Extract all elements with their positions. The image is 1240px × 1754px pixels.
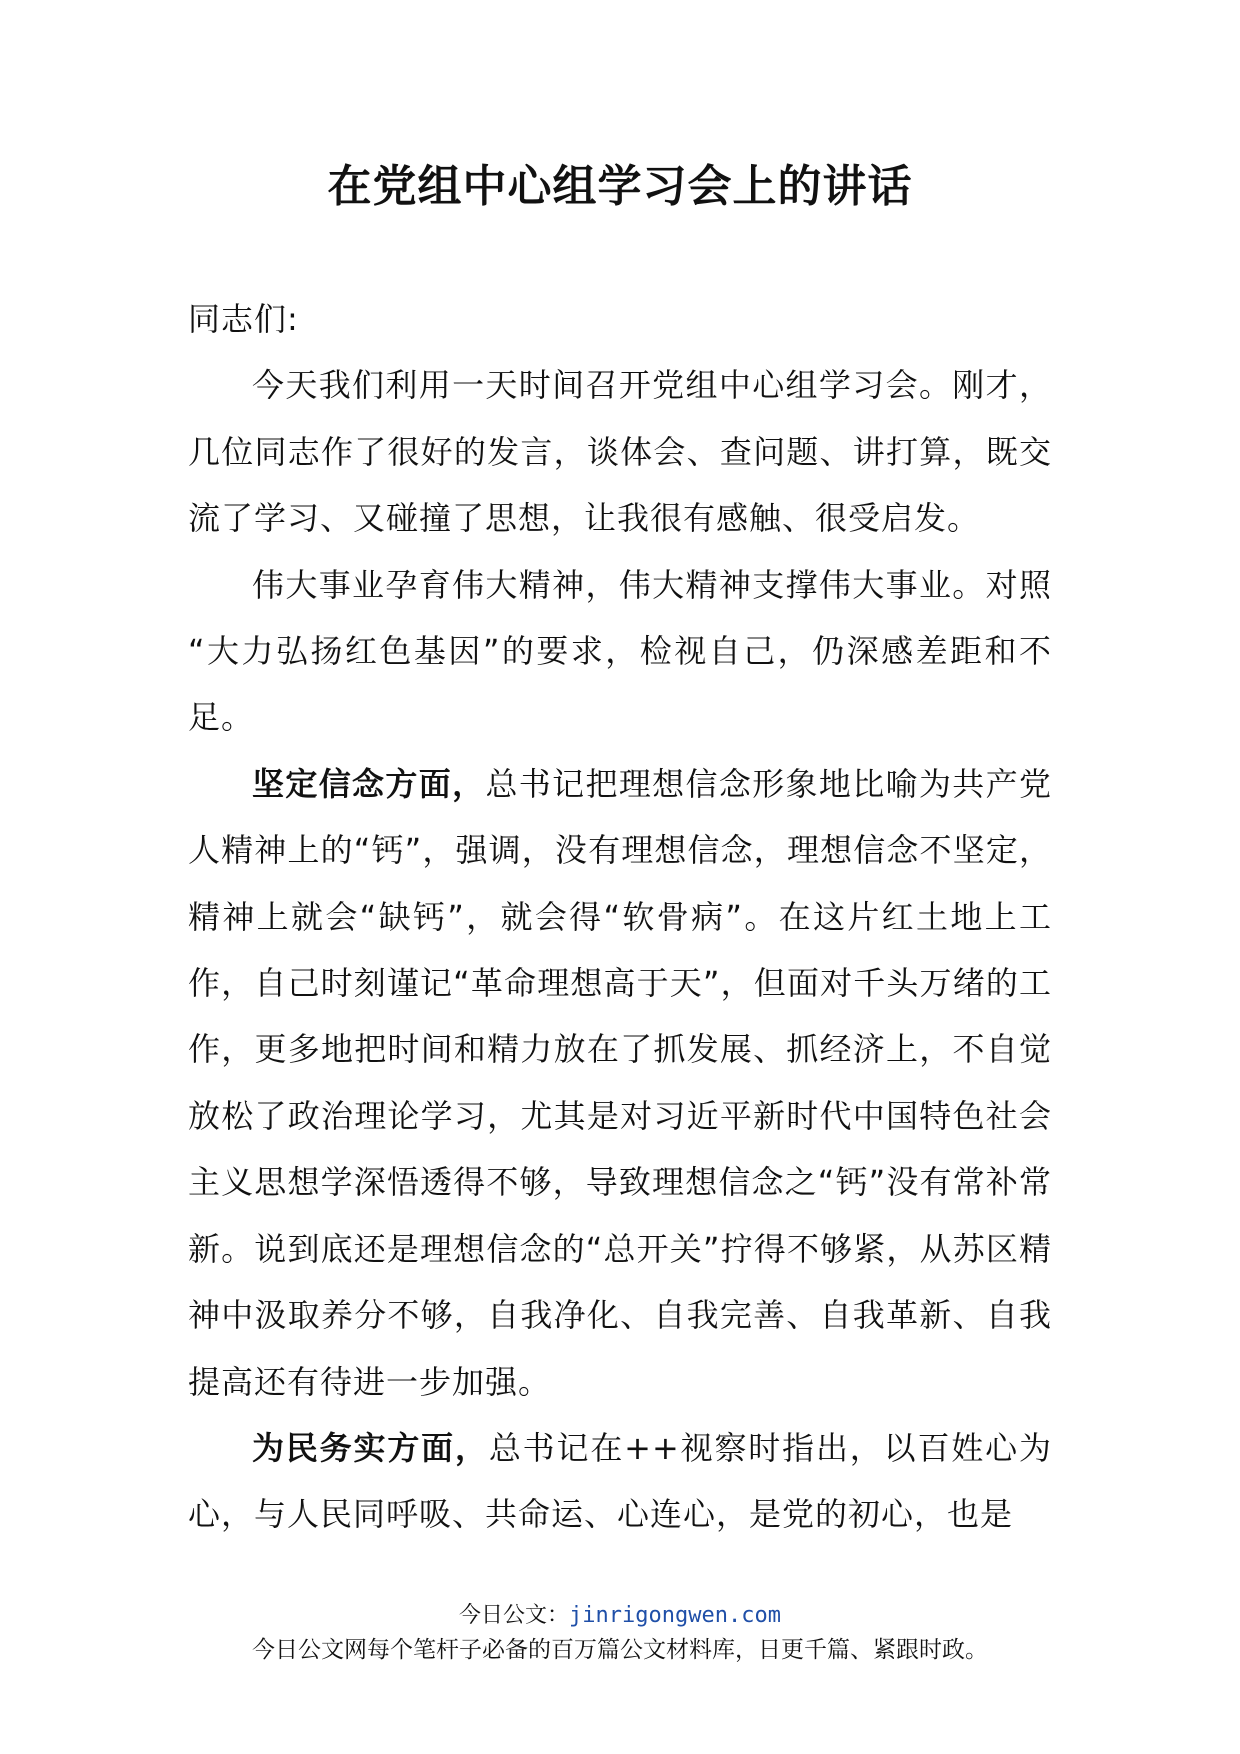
footer-site-link[interactable]: jinrigongwen.com bbox=[569, 1603, 781, 1628]
paragraph-2 bbox=[188, 552, 1052, 751]
paragraph-1 bbox=[188, 352, 1052, 551]
footer-site-label: 今日公文： bbox=[459, 1603, 570, 1628]
footer-slogan: 今日公文网每个笔杆子必备的百万篇公文材料库，日更千篇、紧跟时政。 bbox=[252, 1637, 988, 1663]
document-body bbox=[188, 286, 1052, 1548]
document-title: 在党组中心组学习会上的讲话 bbox=[327, 161, 913, 212]
footer-site-line bbox=[0, 1598, 1240, 1629]
paragraph-lead-bold: 坚定信念方面， bbox=[252, 764, 486, 803]
paragraph-4 bbox=[188, 1415, 1052, 1548]
paragraph-lead-bold: 为民务实方面， bbox=[252, 1428, 489, 1467]
paragraph-text: 伟大事业孕育伟大精神，伟大精神支撑伟大事业。对照 “大力弘扬红色基因”的要求，检视自己，仍深感差距和不足。 bbox=[188, 565, 1052, 737]
paragraph-text: 总书记把理想信念形象地比喻为共产党人精神上的“钙”，强调，没有理想信念，理想信念不坚定，精神上就会“缺钙”，就会得“软骨病”。在这片红土地上工作，自己时刻谨记“革命理想高于天”，但面对千头万绪的工作，更多地把时间和精力放在了抓发展、抓经济上，不自觉放松了政治理论学习，尤其是对习近平新时代中国特色社会主义思想学深悟透得不够，导致理想信念之“钙”没有常补常新。说到底还是理想信念的“总开关”拧得不够紧，从苏区精神中汲取养分不够，自我净化、自我完善、自我革新、自我提高还有待进一步加强。 bbox=[188, 764, 1052, 1401]
salutation: 同志们: bbox=[188, 300, 299, 338]
paragraph-text: 今天我们利用一天时间召开党组中心组学习会。刚才，几位同志作了很好的发言，谈体会、查问题、讲打算，既交流了学习、又碰撞了思想，让我很有感触、很受启发。 bbox=[188, 366, 1052, 538]
paragraph-3 bbox=[188, 751, 1052, 1415]
paragraph-text: 总书记在++视察时指出，以百姓心为心，与人民同呼吸、共命运、心连心，是党的初心，也是 bbox=[188, 1428, 1052, 1534]
